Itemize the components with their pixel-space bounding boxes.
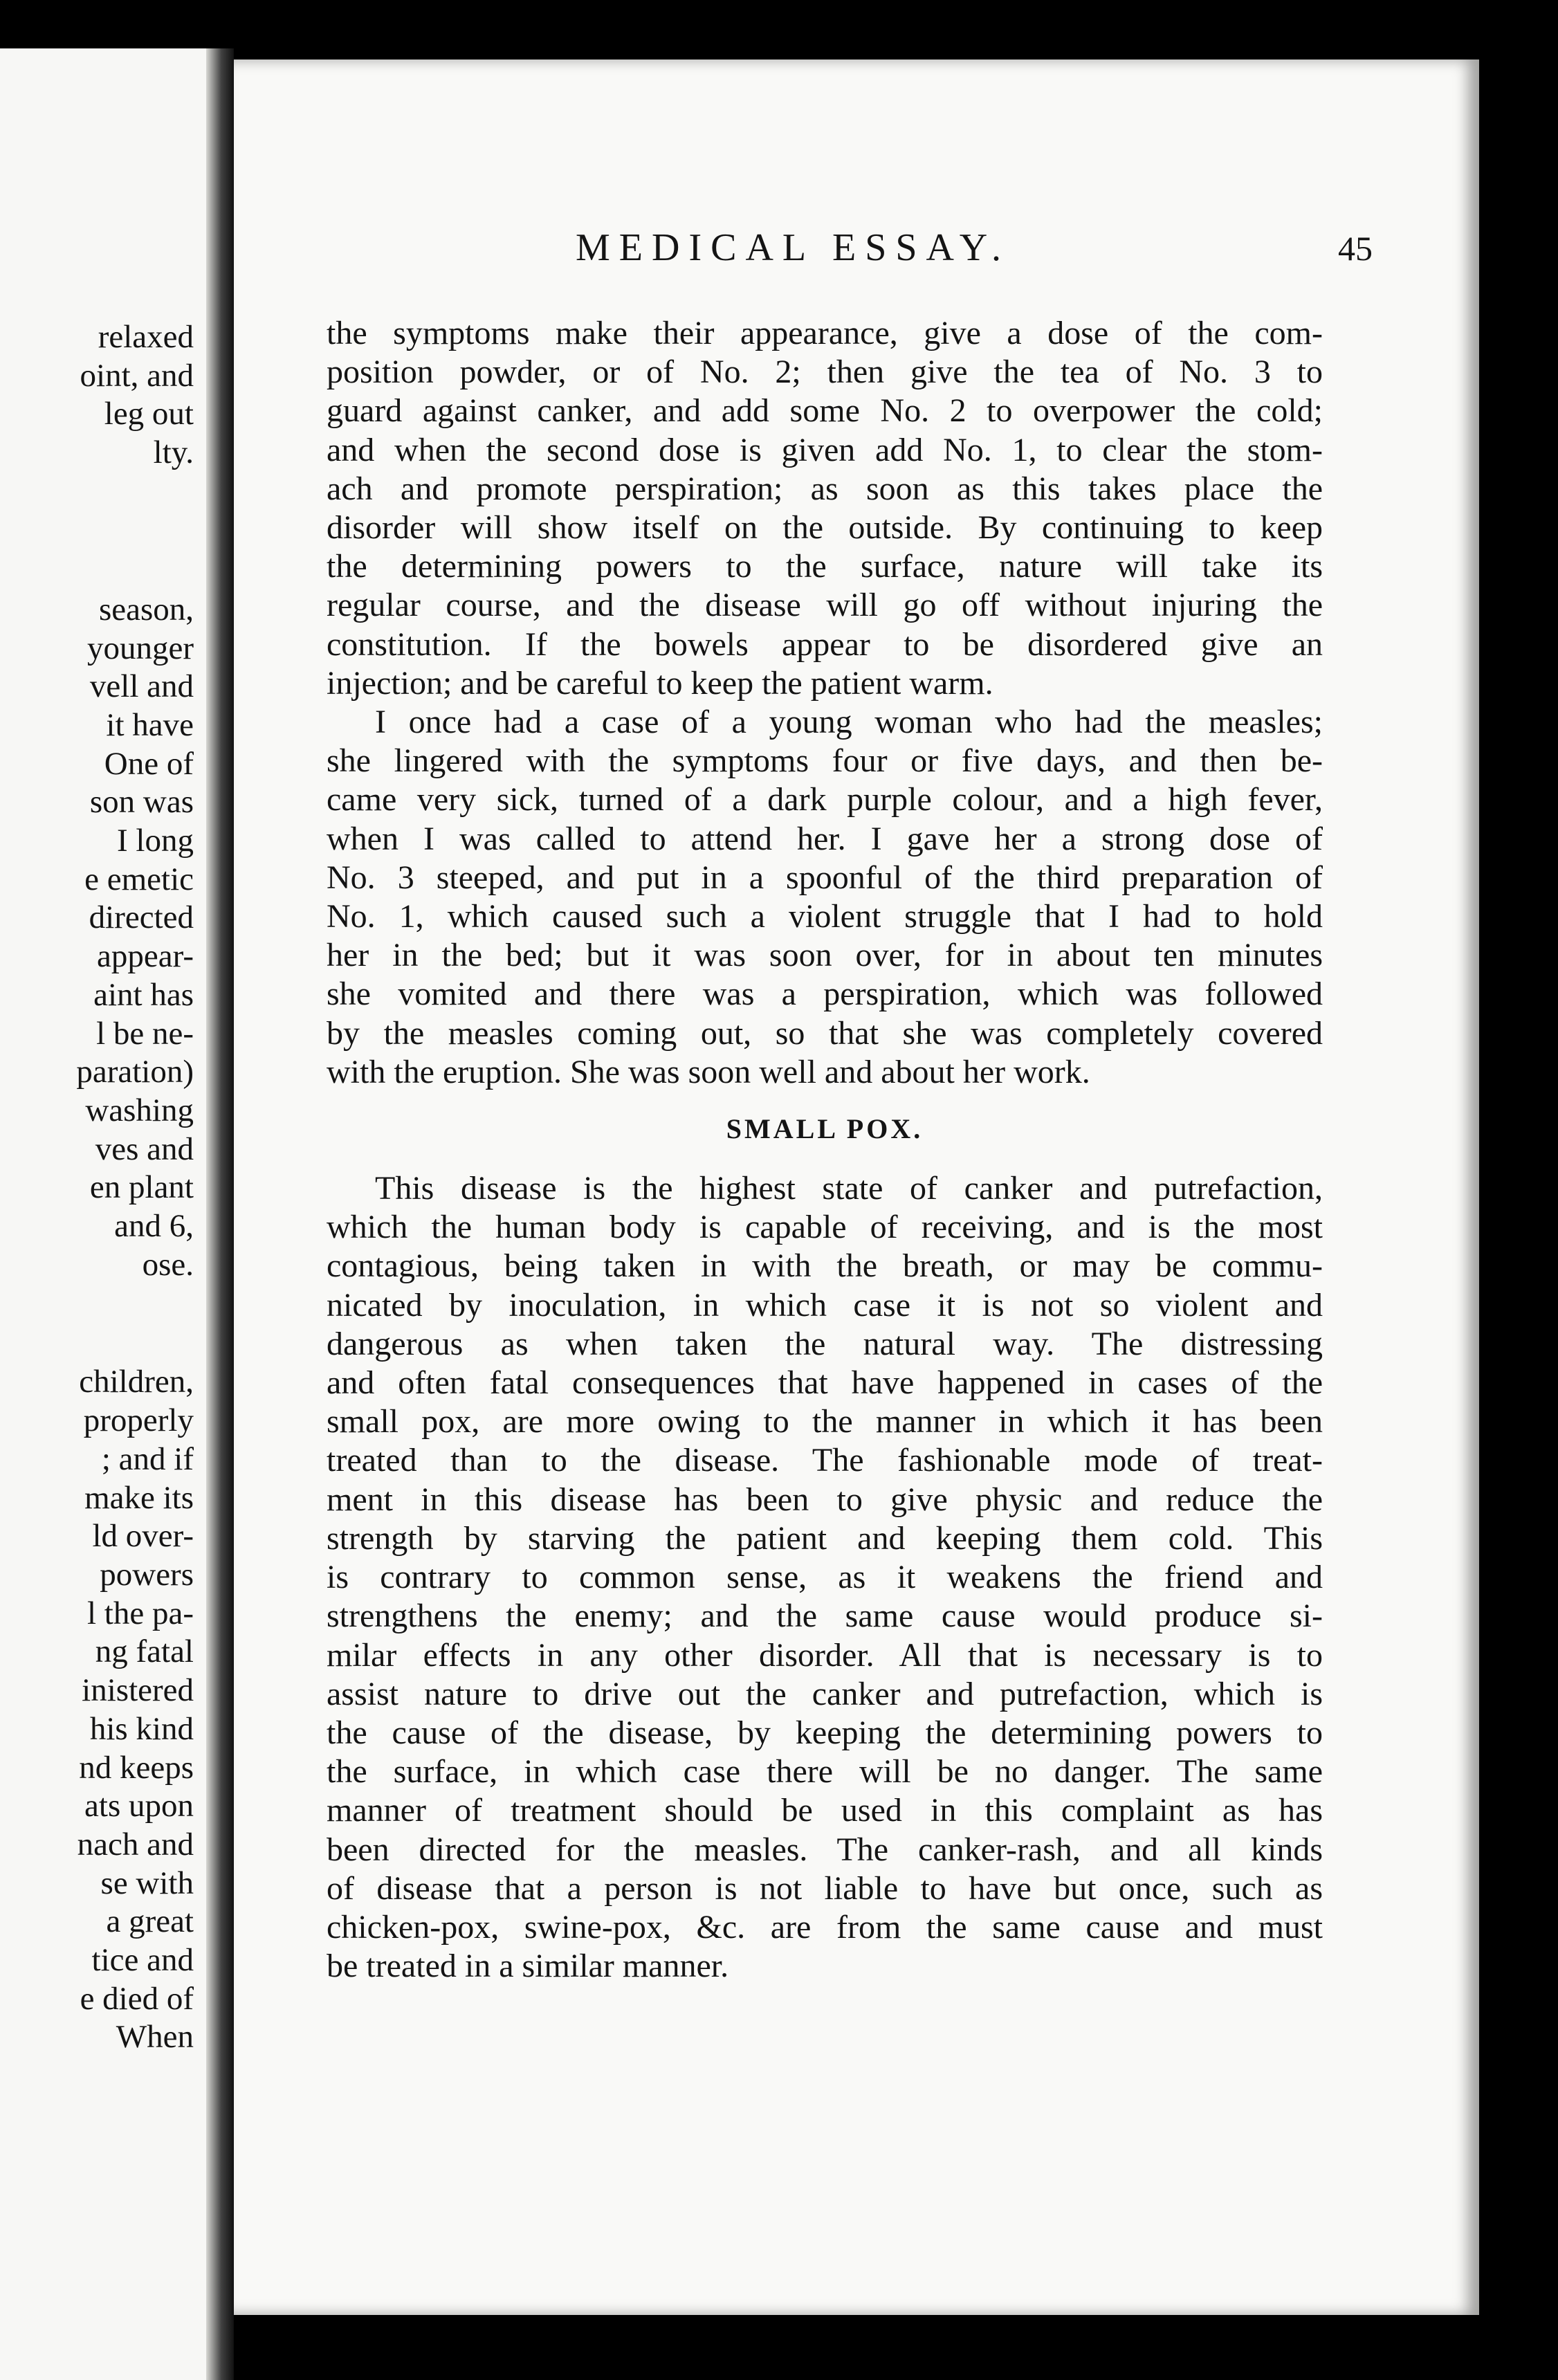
left-page-line: oint, and (80, 357, 194, 394)
left-page-line (0, 1284, 194, 1324)
measles-continued-paragraph (327, 314, 1323, 703)
text-line: manner of treatment should be used in this complaint as has (327, 1792, 1323, 1829)
left-page-line: ats upon (84, 1788, 194, 1824)
text-line: the determining powers to the surface, nature will take its (327, 548, 1323, 585)
text-line: been directed for the measles. The canker-rash, and all kinds (327, 1831, 1323, 1868)
text-line: position powder, or of No. 2; then give the tea of No. 3 to (327, 354, 1323, 391)
text-line: No. 3 steeped, and put in a spoonful of the third preparation of (327, 859, 1323, 896)
left-page-line: se with (100, 1865, 194, 1901)
text-line: and when the second dose is given add No. 1, to clear the stom- (327, 431, 1323, 468)
text-line: of disease that a person is not liable to have but once, such as (327, 1869, 1323, 1907)
text-line: the symptoms make their appearance, give a dose of the com- (327, 315, 1323, 351)
left-page-line (0, 473, 194, 512)
text-line: which the human body is capable of receiving, and is the most (327, 1209, 1323, 1246)
left-page-line: I long (117, 823, 194, 859)
text-line: I once had a case of a young woman who had the measles; (375, 704, 1323, 741)
left-page-line: children, (79, 1364, 194, 1400)
left-page-line: l be ne- (96, 1015, 194, 1052)
left-page-line: younger (86, 630, 194, 666)
left-page-line: directed (89, 899, 194, 936)
left-page-line: vell and (89, 668, 194, 705)
left-page-line: ose. (142, 1246, 194, 1283)
small-pox-paragraph (327, 1169, 1323, 1986)
left-page-line: en plant (89, 1169, 194, 1206)
left-page-line: ; and if (101, 1440, 194, 1477)
text-line: when I was called to attend her. I gave her a strong dose of (327, 820, 1323, 857)
left-page-line: relaxed (98, 319, 194, 355)
text-line: dangerous as when taken the natural way. The distressing (327, 1325, 1323, 1362)
right-page (234, 60, 1479, 2315)
text-line: small pox, are more owing to the manner in which it has been (327, 1403, 1323, 1440)
section-heading: SMALL POX. (726, 1113, 924, 1145)
text-line: be treated in a similar manner. (327, 1948, 729, 1985)
running-title: MEDICAL ESSAY. (576, 226, 1011, 269)
text-line: treated than to the disease. The fashionable mode of treat- (327, 1442, 1323, 1479)
text-line: ment in this disease has been to give physic and reduce the (327, 1481, 1323, 1518)
left-page-line: leg out (104, 396, 194, 432)
text-line: and often fatal consequences that have happened in cases of the (327, 1364, 1323, 1402)
left-page-line: e died of (80, 1980, 194, 2017)
left-page-line: inistered (82, 1672, 194, 1709)
text-line: her in the bed; but it was soon over, for in about ten minutes (327, 937, 1323, 974)
text-line: with the eruption. She was soon well and about her work. (327, 1053, 1090, 1090)
left-page-line: e emetic (84, 861, 194, 897)
text-line: the cause of the disease, by keeping the determining powers to (327, 1714, 1323, 1751)
left-page-line: season, (98, 591, 194, 628)
text-line: chicken-pox, swine-pox, &c. are from the same cause and must (327, 1908, 1323, 1946)
left-page-line: nd keeps (79, 1749, 194, 1786)
text-line: contagious, being taken in with the breath, or may be commu- (327, 1247, 1323, 1285)
text-line: regular course, and the disease will go off without injuring the (327, 587, 1323, 624)
left-page-line (0, 551, 194, 591)
text-line: injection; and be careful to keep the patient warm. (327, 664, 993, 702)
left-page-line: paration) (76, 1054, 194, 1090)
left-page-line (0, 512, 194, 551)
left-page-line: ves and (95, 1130, 194, 1167)
left-page-line: his kind (89, 1710, 194, 1747)
text-line: disorder will show itself on the outside. By continuing to keep (327, 509, 1323, 547)
left-page-line (0, 1324, 194, 1363)
text-line: This disease is the highest state of canker and putrefaction, (375, 1170, 1323, 1207)
left-page-line: aint has (93, 976, 194, 1013)
text-line: assist nature to drive out the canker and putrefaction, which is (327, 1675, 1323, 1712)
left-page-line: powers (100, 1556, 194, 1593)
text-line: No. 1, which caused such a violent struggle that I had to hold (327, 898, 1323, 935)
text-line: nicated by inoculation, in which case it is not so violent and (327, 1286, 1323, 1324)
case-paragraph (327, 703, 1323, 1092)
left-page-line: tice and (91, 1942, 194, 1979)
left-page-text (0, 318, 194, 2057)
body-text (327, 314, 1323, 1986)
text-line: ach and promote perspiration; as soon as this takes place the (327, 470, 1323, 507)
left-page-line: lty. (153, 434, 194, 471)
left-page-line: son was (89, 784, 194, 821)
text-line: she vomited and there was a perspiration, which was followed (327, 976, 1323, 1013)
text-line: is contrary to common sense, as it weakens the friend and (327, 1559, 1323, 1596)
left-page-fragment (0, 48, 206, 2380)
text-line: strengthens the enemy; and the same cause would produce si- (327, 1598, 1323, 1635)
text-line: milar effects in any other disorder. All that is necessary is to (327, 1636, 1323, 1674)
left-page-line: ng fatal (95, 1633, 194, 1670)
text-line: constitution. If the bowels appear to be disordered give an (327, 625, 1323, 663)
left-page-line: make its (84, 1479, 194, 1516)
text-line: she lingered with the symptoms four or five days, and then be- (327, 742, 1323, 780)
left-page-line: it have (106, 706, 194, 743)
left-page-line: nach and (77, 1826, 194, 1862)
text-line: the surface, in which case there will be no danger. The same (327, 1753, 1323, 1791)
text-line: strength by starving the patient and keeping them cold. This (327, 1519, 1323, 1557)
left-page-line: and 6, (114, 1208, 194, 1245)
left-page-line: One of (104, 745, 194, 782)
left-page-line: ld over- (92, 1518, 194, 1555)
text-line: guard against canker, and add some No. 2 to overpower the cold; (327, 392, 1323, 430)
left-page-line: properly (83, 1402, 194, 1439)
left-page-line: washing (85, 1092, 194, 1128)
left-page-line: a great (106, 1903, 194, 1940)
running-head (234, 226, 1479, 281)
page-number: 45 (1338, 229, 1373, 268)
left-page-line: appear- (97, 938, 194, 975)
text-line: by the measles coming out, so that she was completely covered (327, 1014, 1323, 1052)
text-line: came very sick, turned of a dark purple colour, and a high fever, (327, 781, 1323, 818)
left-page-line: l the pa- (87, 1595, 194, 1631)
book-gutter (206, 48, 234, 2380)
left-page-line: When (116, 2019, 194, 2056)
